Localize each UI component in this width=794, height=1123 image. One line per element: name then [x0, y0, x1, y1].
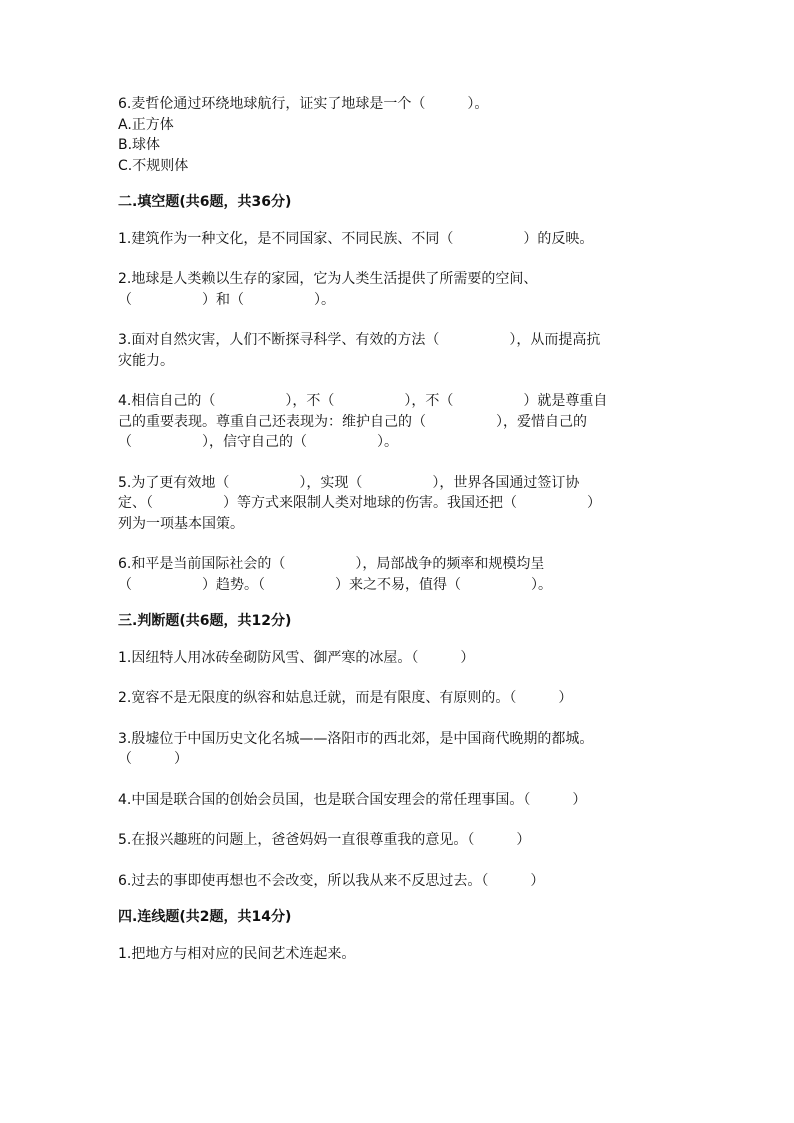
question-line: 列为一项基本国策。: [118, 515, 244, 532]
judge-question-6: [118, 871, 678, 892]
question-line: （ ），信守自己的（ ）。: [118, 434, 398, 450]
option-c: C.不规则体: [118, 157, 189, 174]
question-line: 1.把地方与相对应的民间艺术连起来。: [118, 945, 356, 962]
question-line: 4.相信自己的（ ），不（ ），不（ ）就是尊重自: [118, 393, 608, 409]
judge-question-4: [118, 790, 678, 811]
question-line: 3.面对自然灾害，人们不断探寻科学、有效的方法（ ），从而提高抗: [118, 332, 601, 348]
question-line: 5.为了更有效地（ ），实现（ ），世界各国通过签订协: [118, 474, 580, 491]
question-line: 3.殷墟位于中国历史文化名城——洛阳市的西北郊，是中国商代晚期的都城。: [118, 730, 594, 747]
exam-page: [118, 94, 678, 964]
judge-question-5: [118, 830, 678, 851]
fill-question-3: [118, 330, 678, 371]
question-line: 6.和平是当前国际社会的（ ），局部战争的频率和规模均呈: [118, 556, 545, 572]
option-a: A.正方体: [118, 116, 174, 133]
question-line: 1.因纽特人用冰砖垒砌防风雪、御严寒的冰屋。（ ）: [118, 649, 475, 666]
question-line: 5.在报兴趣班的问题上，爸爸妈妈一直很尊重我的意见。（ ）: [118, 832, 531, 848]
fill-question-1: [118, 229, 678, 250]
question-line: 定、（ ）等方式来限制人类对地球的伤害。我国还把（ ）: [118, 495, 601, 511]
fill-question-6: [118, 554, 678, 595]
section-heading-fill-blank: 二.填空题(共6题，共36分): [118, 194, 292, 210]
question-line: 2.地球是人类赖以生存的家园，它为人类生活提供了所需要的空间、: [118, 271, 538, 287]
question-stem: 6.麦哲伦通过环绕地球航行，证实了地球是一个（ ）。: [118, 96, 489, 112]
question-line: 己的重要表现。尊重自己还表现为：维护自己的（ ），爱惜自己的: [118, 413, 587, 430]
option-b: B.球体: [118, 137, 161, 153]
judge-question-1: [118, 648, 678, 669]
question-line: 灾能力。: [118, 352, 174, 369]
question-line: 4.中国是联合国的创始会员国，也是联合国安理会的常任理事国。（ ）: [118, 791, 587, 808]
fill-question-2: [118, 269, 678, 310]
fill-question-5: [118, 473, 678, 535]
question-line: 2.宽容不是无限度的纵容和姑息迁就，而是有限度、有原则的。（ ）: [118, 690, 573, 706]
section-heading-matching: 四.连线题(共2题，共14分): [118, 909, 292, 925]
section-heading-true-false: 三.判断题(共6题，共12分): [118, 613, 292, 629]
fill-question-4: [118, 391, 678, 453]
question-line: （ ）: [118, 751, 188, 767]
matching-question-1: [118, 944, 678, 965]
question-line: 6.过去的事即使再想也不会改变，所以我从来不反思过去。（ ）: [118, 872, 545, 889]
question-mc-6: [118, 94, 678, 176]
question-line: 1.建筑作为一种文化，是不同国家、不同民族、不同（ ）的反映。: [118, 230, 594, 247]
judge-question-3: [118, 729, 678, 770]
question-line: （ ）和（ ）。: [118, 291, 335, 308]
judge-question-2: [118, 688, 678, 709]
question-line: （ ）趋势。（ ）来之不易，值得（ ）。: [118, 576, 552, 593]
